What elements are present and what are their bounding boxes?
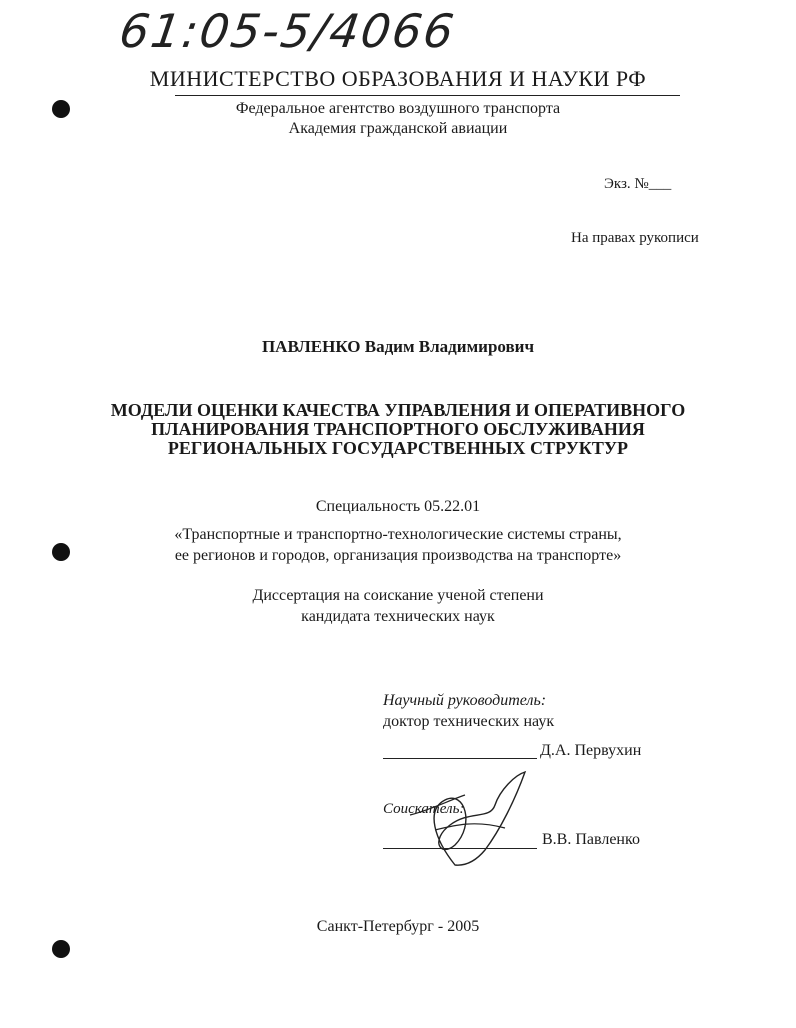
punch-hole-icon [52,100,70,118]
agency-name: Федеральное агентство воздушного транспорта [235,100,561,117]
degree-line: кандидата технических наук [301,608,495,625]
specialty-description [0,524,796,566]
punch-hole-icon [52,940,70,958]
specialty-code: Специальность 05.22.01 [315,498,481,515]
city-and-year: Санкт-Петербург - 2005 [316,918,480,935]
academy-name: Академия гражданской авиации [288,120,508,137]
advisor-degree: доктор технических наук [383,713,555,730]
title-line: РЕГИОНАЛЬНЫХ ГОСУДАРСТВЕННЫХ СТРУКТУР [167,438,629,458]
handwritten-registration-number: 61:05-5/4066 [116,4,459,58]
specialty-line: «Транспортные и транспортно-технологические системы страны, [174,526,622,543]
handwritten-signature [395,770,535,870]
punch-hole-icon [52,543,70,561]
title-line: МОДЕЛИ ОЦЕНКИ КАЧЕСТВА УПРАВЛЕНИЯ И ОПЕРАТИВНОГО [110,400,686,420]
specialty-line: ее регионов и городов, организация производства на транспорте» [174,547,622,564]
header-divider [175,95,680,96]
degree-statement [0,585,796,627]
advisor-label: Научный руководитель: [383,692,547,709]
author-name: ПАВЛЕНКО Вадим Владимирович [261,337,535,356]
degree-line: Диссертация на соискание ученой степени [252,587,544,604]
copy-number: Экз. №___ [604,176,672,192]
title-line: ПЛАНИРОВАНИЯ ТРАНСПОРТНОГО ОБСЛУЖИВАНИЯ [151,419,645,439]
advisor-name: Д.А. Первухин [540,742,642,759]
dissertation-title [0,401,796,458]
applicant-label: Соискатель: [383,801,465,817]
manuscript-rights: На правах рукописи [571,230,699,246]
applicant-name: В.В. Павленко [542,831,640,848]
ministry-heading: МИНИСТЕРСТВО ОБРАЗОВАНИЯ И НАУКИ РФ [149,66,647,91]
advisor-signature-line [383,758,537,759]
